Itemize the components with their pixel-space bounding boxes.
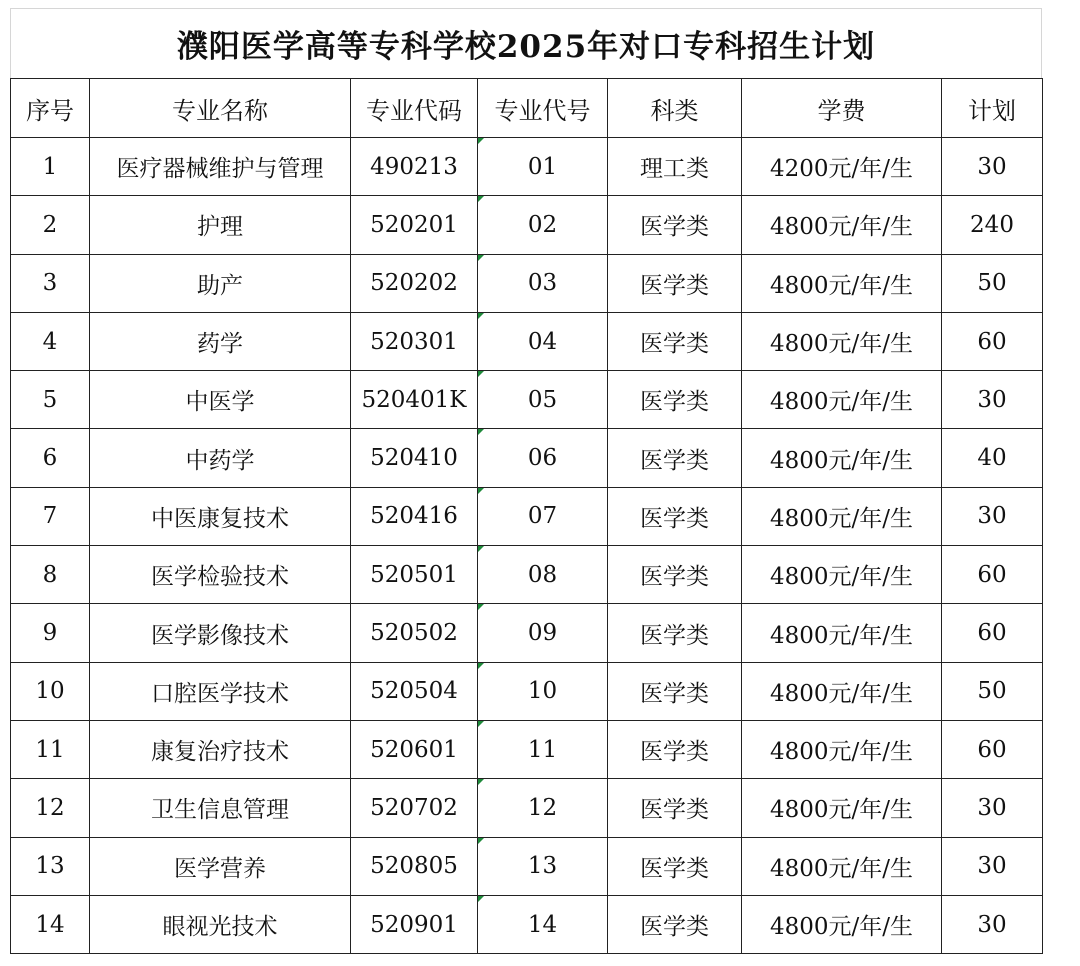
cell-major-code: 520301 xyxy=(351,312,478,370)
table-row xyxy=(11,429,1043,487)
cell-plan: 30 xyxy=(942,371,1043,429)
cell-category: 医学类 xyxy=(608,546,742,604)
cell-index: 14 xyxy=(11,895,90,953)
cell-index: 11 xyxy=(11,720,90,778)
cell-category: 医学类 xyxy=(608,662,742,720)
cell-plan: 60 xyxy=(942,312,1043,370)
cell-major-number: 11 xyxy=(478,720,608,778)
table-body xyxy=(11,138,1043,954)
cell-major-name: 医学影像技术 xyxy=(90,604,351,662)
cell-major-number: 05 xyxy=(478,371,608,429)
header-category: 科类 xyxy=(608,79,742,138)
table-row xyxy=(11,837,1043,895)
cell-major-number: 04 xyxy=(478,312,608,370)
cell-major-name: 卫生信息管理 xyxy=(90,779,351,837)
cell-plan: 30 xyxy=(942,779,1043,837)
cell-plan: 30 xyxy=(942,895,1043,953)
table-row xyxy=(11,720,1043,778)
header-major-code: 专业代码 xyxy=(351,79,478,138)
cell-tuition: 4800元/年/生 xyxy=(742,604,942,662)
cell-major-number: 02 xyxy=(478,196,608,254)
cell-plan: 240 xyxy=(942,196,1043,254)
cell-category: 医学类 xyxy=(608,895,742,953)
cell-plan: 50 xyxy=(942,254,1043,312)
cell-major-name: 医学营养 xyxy=(90,837,351,895)
cell-tuition: 4800元/年/生 xyxy=(742,779,942,837)
cell-index: 13 xyxy=(11,837,90,895)
cell-plan: 50 xyxy=(942,662,1043,720)
cell-major-name: 护理 xyxy=(90,196,351,254)
cell-category: 医学类 xyxy=(608,779,742,837)
cell-major-name: 眼视光技术 xyxy=(90,895,351,953)
cell-plan: 30 xyxy=(942,138,1043,196)
cell-category: 医学类 xyxy=(608,196,742,254)
header-major-name: 专业名称 xyxy=(90,79,351,138)
cell-major-code: 520416 xyxy=(351,487,478,545)
cell-category: 医学类 xyxy=(608,429,742,487)
cell-major-code: 520805 xyxy=(351,837,478,895)
cell-index: 9 xyxy=(11,604,90,662)
cell-category: 医学类 xyxy=(608,371,742,429)
cell-index: 7 xyxy=(11,487,90,545)
cell-major-code: 520501 xyxy=(351,546,478,604)
cell-major-number: 03 xyxy=(478,254,608,312)
cell-tuition: 4800元/年/生 xyxy=(742,254,942,312)
cell-major-name: 康复治疗技术 xyxy=(90,720,351,778)
cell-major-name: 医学检验技术 xyxy=(90,546,351,604)
cell-major-number: 07 xyxy=(478,487,608,545)
cell-index: 4 xyxy=(11,312,90,370)
cell-major-name: 口腔医学技术 xyxy=(90,662,351,720)
cell-tuition: 4800元/年/生 xyxy=(742,837,942,895)
table-row xyxy=(11,487,1043,545)
cell-tuition: 4800元/年/生 xyxy=(742,312,942,370)
table-row xyxy=(11,254,1043,312)
cell-major-number: 01 xyxy=(478,138,608,196)
cell-tuition: 4800元/年/生 xyxy=(742,895,942,953)
cell-major-number: 12 xyxy=(478,779,608,837)
cell-plan: 60 xyxy=(942,604,1043,662)
enrollment-plan-table xyxy=(10,78,1043,954)
table-row xyxy=(11,895,1043,953)
cell-tuition: 4800元/年/生 xyxy=(742,487,942,545)
cell-category: 医学类 xyxy=(608,720,742,778)
cell-category: 医学类 xyxy=(608,604,742,662)
cell-index: 12 xyxy=(11,779,90,837)
header-tuition: 学费 xyxy=(742,79,942,138)
table-row xyxy=(11,779,1043,837)
header-plan: 计划 xyxy=(942,79,1043,138)
cell-index: 10 xyxy=(11,662,90,720)
cell-index: 1 xyxy=(11,138,90,196)
table-row xyxy=(11,138,1043,196)
cell-major-code: 520901 xyxy=(351,895,478,953)
cell-tuition: 4800元/年/生 xyxy=(742,371,942,429)
cell-major-code: 520401K xyxy=(351,371,478,429)
cell-index: 5 xyxy=(11,371,90,429)
table-row xyxy=(11,604,1043,662)
cell-plan: 40 xyxy=(942,429,1043,487)
table-row xyxy=(11,196,1043,254)
cell-major-code: 520702 xyxy=(351,779,478,837)
cell-index: 3 xyxy=(11,254,90,312)
enrollment-plan-sheet xyxy=(10,8,1042,954)
table-row xyxy=(11,662,1043,720)
table-row xyxy=(11,371,1043,429)
cell-tuition: 4800元/年/生 xyxy=(742,546,942,604)
table-row xyxy=(11,546,1043,604)
cell-category: 医学类 xyxy=(608,312,742,370)
cell-category: 理工类 xyxy=(608,138,742,196)
cell-major-number: 14 xyxy=(478,895,608,953)
header-major-number: 专业代号 xyxy=(478,79,608,138)
cell-major-code: 490213 xyxy=(351,138,478,196)
cell-tuition: 4200元/年/生 xyxy=(742,138,942,196)
cell-plan: 60 xyxy=(942,546,1043,604)
cell-major-code: 520202 xyxy=(351,254,478,312)
cell-major-name: 医疗器械维护与管理 xyxy=(90,138,351,196)
cell-tuition: 4800元/年/生 xyxy=(742,429,942,487)
cell-major-code: 520201 xyxy=(351,196,478,254)
cell-major-number: 09 xyxy=(478,604,608,662)
cell-major-code: 520504 xyxy=(351,662,478,720)
cell-tuition: 4800元/年/生 xyxy=(742,662,942,720)
cell-index: 8 xyxy=(11,546,90,604)
cell-plan: 30 xyxy=(942,487,1043,545)
header-index: 序号 xyxy=(11,79,90,138)
cell-major-name: 药学 xyxy=(90,312,351,370)
cell-tuition: 4800元/年/生 xyxy=(742,196,942,254)
cell-category: 医学类 xyxy=(608,837,742,895)
cell-major-number: 08 xyxy=(478,546,608,604)
cell-major-number: 13 xyxy=(478,837,608,895)
cell-tuition: 4800元/年/生 xyxy=(742,720,942,778)
cell-major-name: 中医康复技术 xyxy=(90,487,351,545)
cell-index: 6 xyxy=(11,429,90,487)
cell-category: 医学类 xyxy=(608,487,742,545)
cell-major-name: 助产 xyxy=(90,254,351,312)
header-row xyxy=(11,79,1043,138)
cell-major-number: 06 xyxy=(478,429,608,487)
cell-major-number: 10 xyxy=(478,662,608,720)
cell-index: 2 xyxy=(11,196,90,254)
cell-major-code: 520502 xyxy=(351,604,478,662)
title-row xyxy=(10,8,1042,78)
cell-major-name: 中医学 xyxy=(90,371,351,429)
table-row xyxy=(11,312,1043,370)
cell-category: 医学类 xyxy=(608,254,742,312)
cell-major-name: 中药学 xyxy=(90,429,351,487)
page-title: 濮阳医学高等专科学校2025年对口专科招生计划 xyxy=(176,29,876,65)
cell-plan: 30 xyxy=(942,837,1043,895)
cell-major-code: 520601 xyxy=(351,720,478,778)
cell-major-code: 520410 xyxy=(351,429,478,487)
cell-plan: 60 xyxy=(942,720,1043,778)
